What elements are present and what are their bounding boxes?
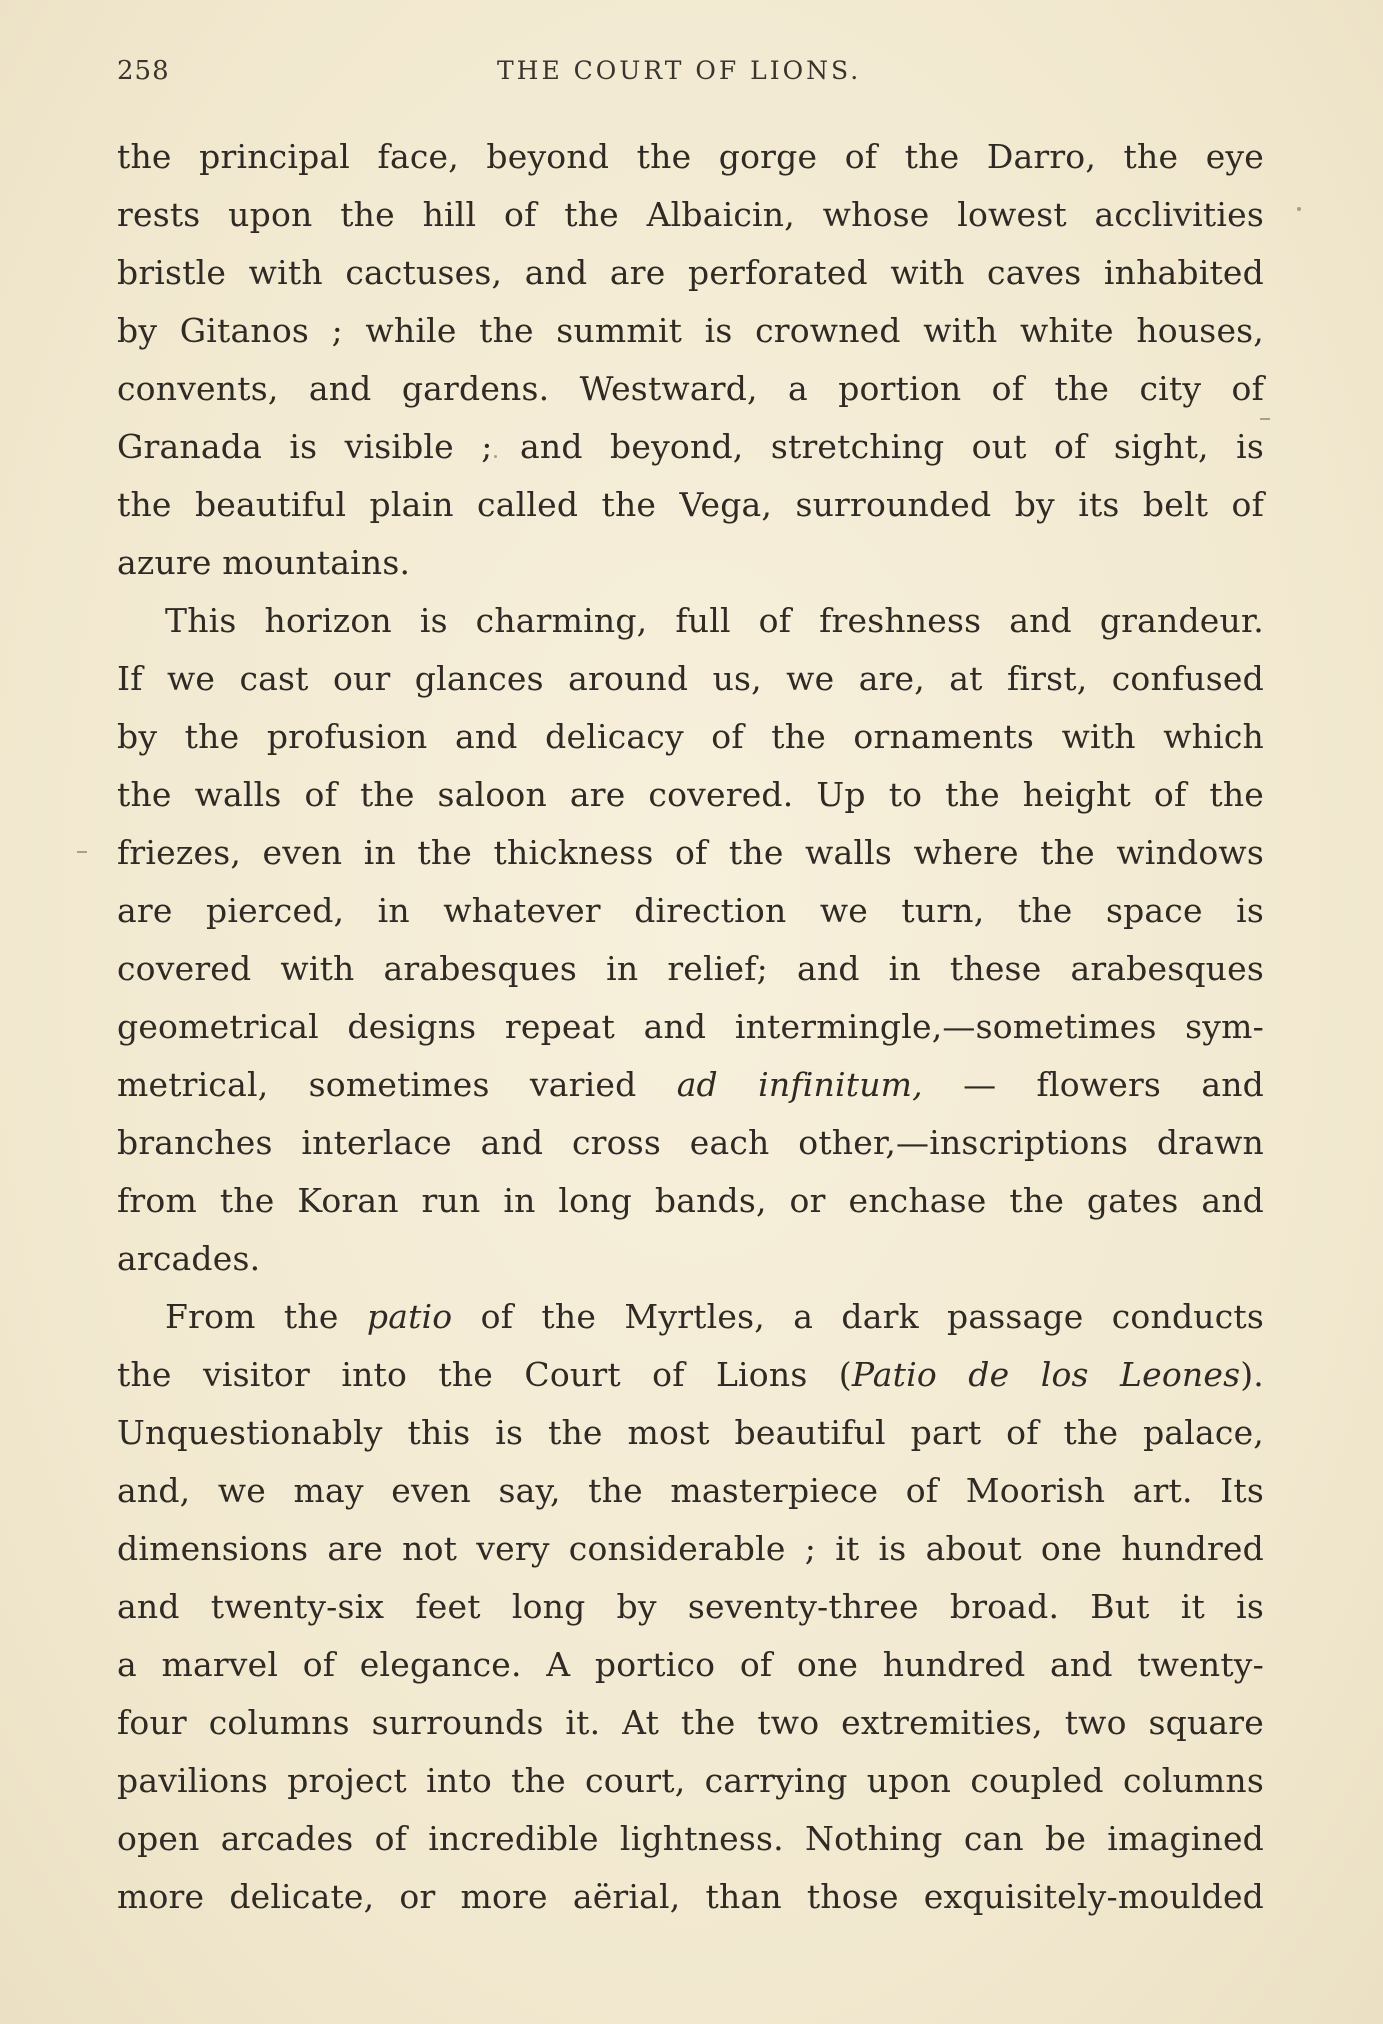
text-line: branches interlace and cross each other,—inscriptions drawn bbox=[117, 1123, 1264, 1162]
page-number: 258 bbox=[117, 56, 170, 86]
text-run: — flowers and bbox=[922, 1065, 1264, 1104]
page-header bbox=[117, 56, 1267, 96]
text-line: Unquestionably this is the most beautiful part of the palace, bbox=[117, 1413, 1264, 1452]
text-line bbox=[117, 1288, 1264, 1346]
text-run: the visitor into the Court of Lions ( bbox=[117, 1355, 852, 1394]
text-line bbox=[117, 1056, 1264, 1114]
text-run: of the Myrtles, a dark passage conducts bbox=[452, 1297, 1265, 1336]
text-line: friezes, even in the thickness of the walls where the windows bbox=[117, 833, 1264, 872]
text-line: four columns surrounds it. At the two extremities, two square bbox=[117, 1703, 1264, 1742]
text-line: from the Koran run in long bands, or enchase the gates and bbox=[117, 1181, 1264, 1220]
text-line: the principal face, beyond the gorge of the Darro, the eye bbox=[117, 137, 1264, 176]
running-title: THE COURT OF LIONS. bbox=[497, 56, 862, 85]
text-line bbox=[117, 1346, 1264, 1404]
margin-speck bbox=[1297, 207, 1301, 211]
text-line: bristle with cactuses, and are perforated with caves inhabited bbox=[117, 253, 1264, 292]
text-line: the beautiful plain called the Vega, surrounded by its belt of bbox=[117, 485, 1264, 524]
text-line: arcades. bbox=[117, 1239, 261, 1278]
margin-speck bbox=[77, 851, 87, 853]
body-text bbox=[117, 128, 1264, 1926]
text-line: open arcades of incredible lightness. Nothing can be imagined bbox=[117, 1819, 1264, 1858]
text-line: a marvel of elegance. A portico of one hundred and twenty- bbox=[117, 1645, 1264, 1684]
text-line: dimensions are not very considerable ; it is about one hundred bbox=[117, 1529, 1264, 1568]
text-line: and, we may even say, the masterpiece of Moorish art. Its bbox=[117, 1471, 1264, 1510]
text-line: rests upon the hill of the Albaicin, whose lowest acclivities bbox=[117, 195, 1264, 234]
italic-phrase: Patio de los Leones bbox=[851, 1355, 1241, 1394]
text-line: and twenty-six feet long by seventy-three broad. But it is bbox=[117, 1587, 1264, 1626]
text-line: azure mountains. bbox=[117, 543, 411, 582]
text-line: by Gitanos ; while the summit is crowned with white houses, bbox=[117, 311, 1264, 350]
text-line: the walls of the saloon are covered. Up to the height of the bbox=[117, 775, 1264, 814]
text-line: more delicate, or more aërial, than those exquisitely-moulded bbox=[117, 1877, 1264, 1916]
text-line: are pierced, in whatever direction we turn, the space is bbox=[117, 891, 1264, 930]
text-line: Granada is visible ; and beyond, stretching out of sight, is bbox=[117, 427, 1264, 466]
text-line: pavilions project into the court, carrying upon coupled columns bbox=[117, 1761, 1264, 1800]
text-line: covered with arabesques in relief; and in these arabesques bbox=[117, 949, 1264, 988]
text-run: ). bbox=[1240, 1355, 1264, 1394]
text-line: This horizon is charming, full of freshness and grandeur. bbox=[165, 601, 1264, 640]
text-line: If we cast our glances around us, we are, at first, confused bbox=[117, 659, 1264, 698]
italic-phrase: patio bbox=[366, 1297, 453, 1336]
text-line: geometrical designs repeat and intermingle,—sometimes sym- bbox=[117, 1007, 1264, 1046]
text-line: convents, and gardens. Westward, a portion of the city of bbox=[117, 369, 1264, 408]
text-line: by the profusion and delicacy of the ornaments with which bbox=[117, 717, 1264, 756]
italic-phrase: ad infinitum, bbox=[676, 1065, 923, 1104]
text-run: metrical, sometimes varied bbox=[117, 1065, 677, 1104]
text-run: From the bbox=[165, 1297, 367, 1336]
